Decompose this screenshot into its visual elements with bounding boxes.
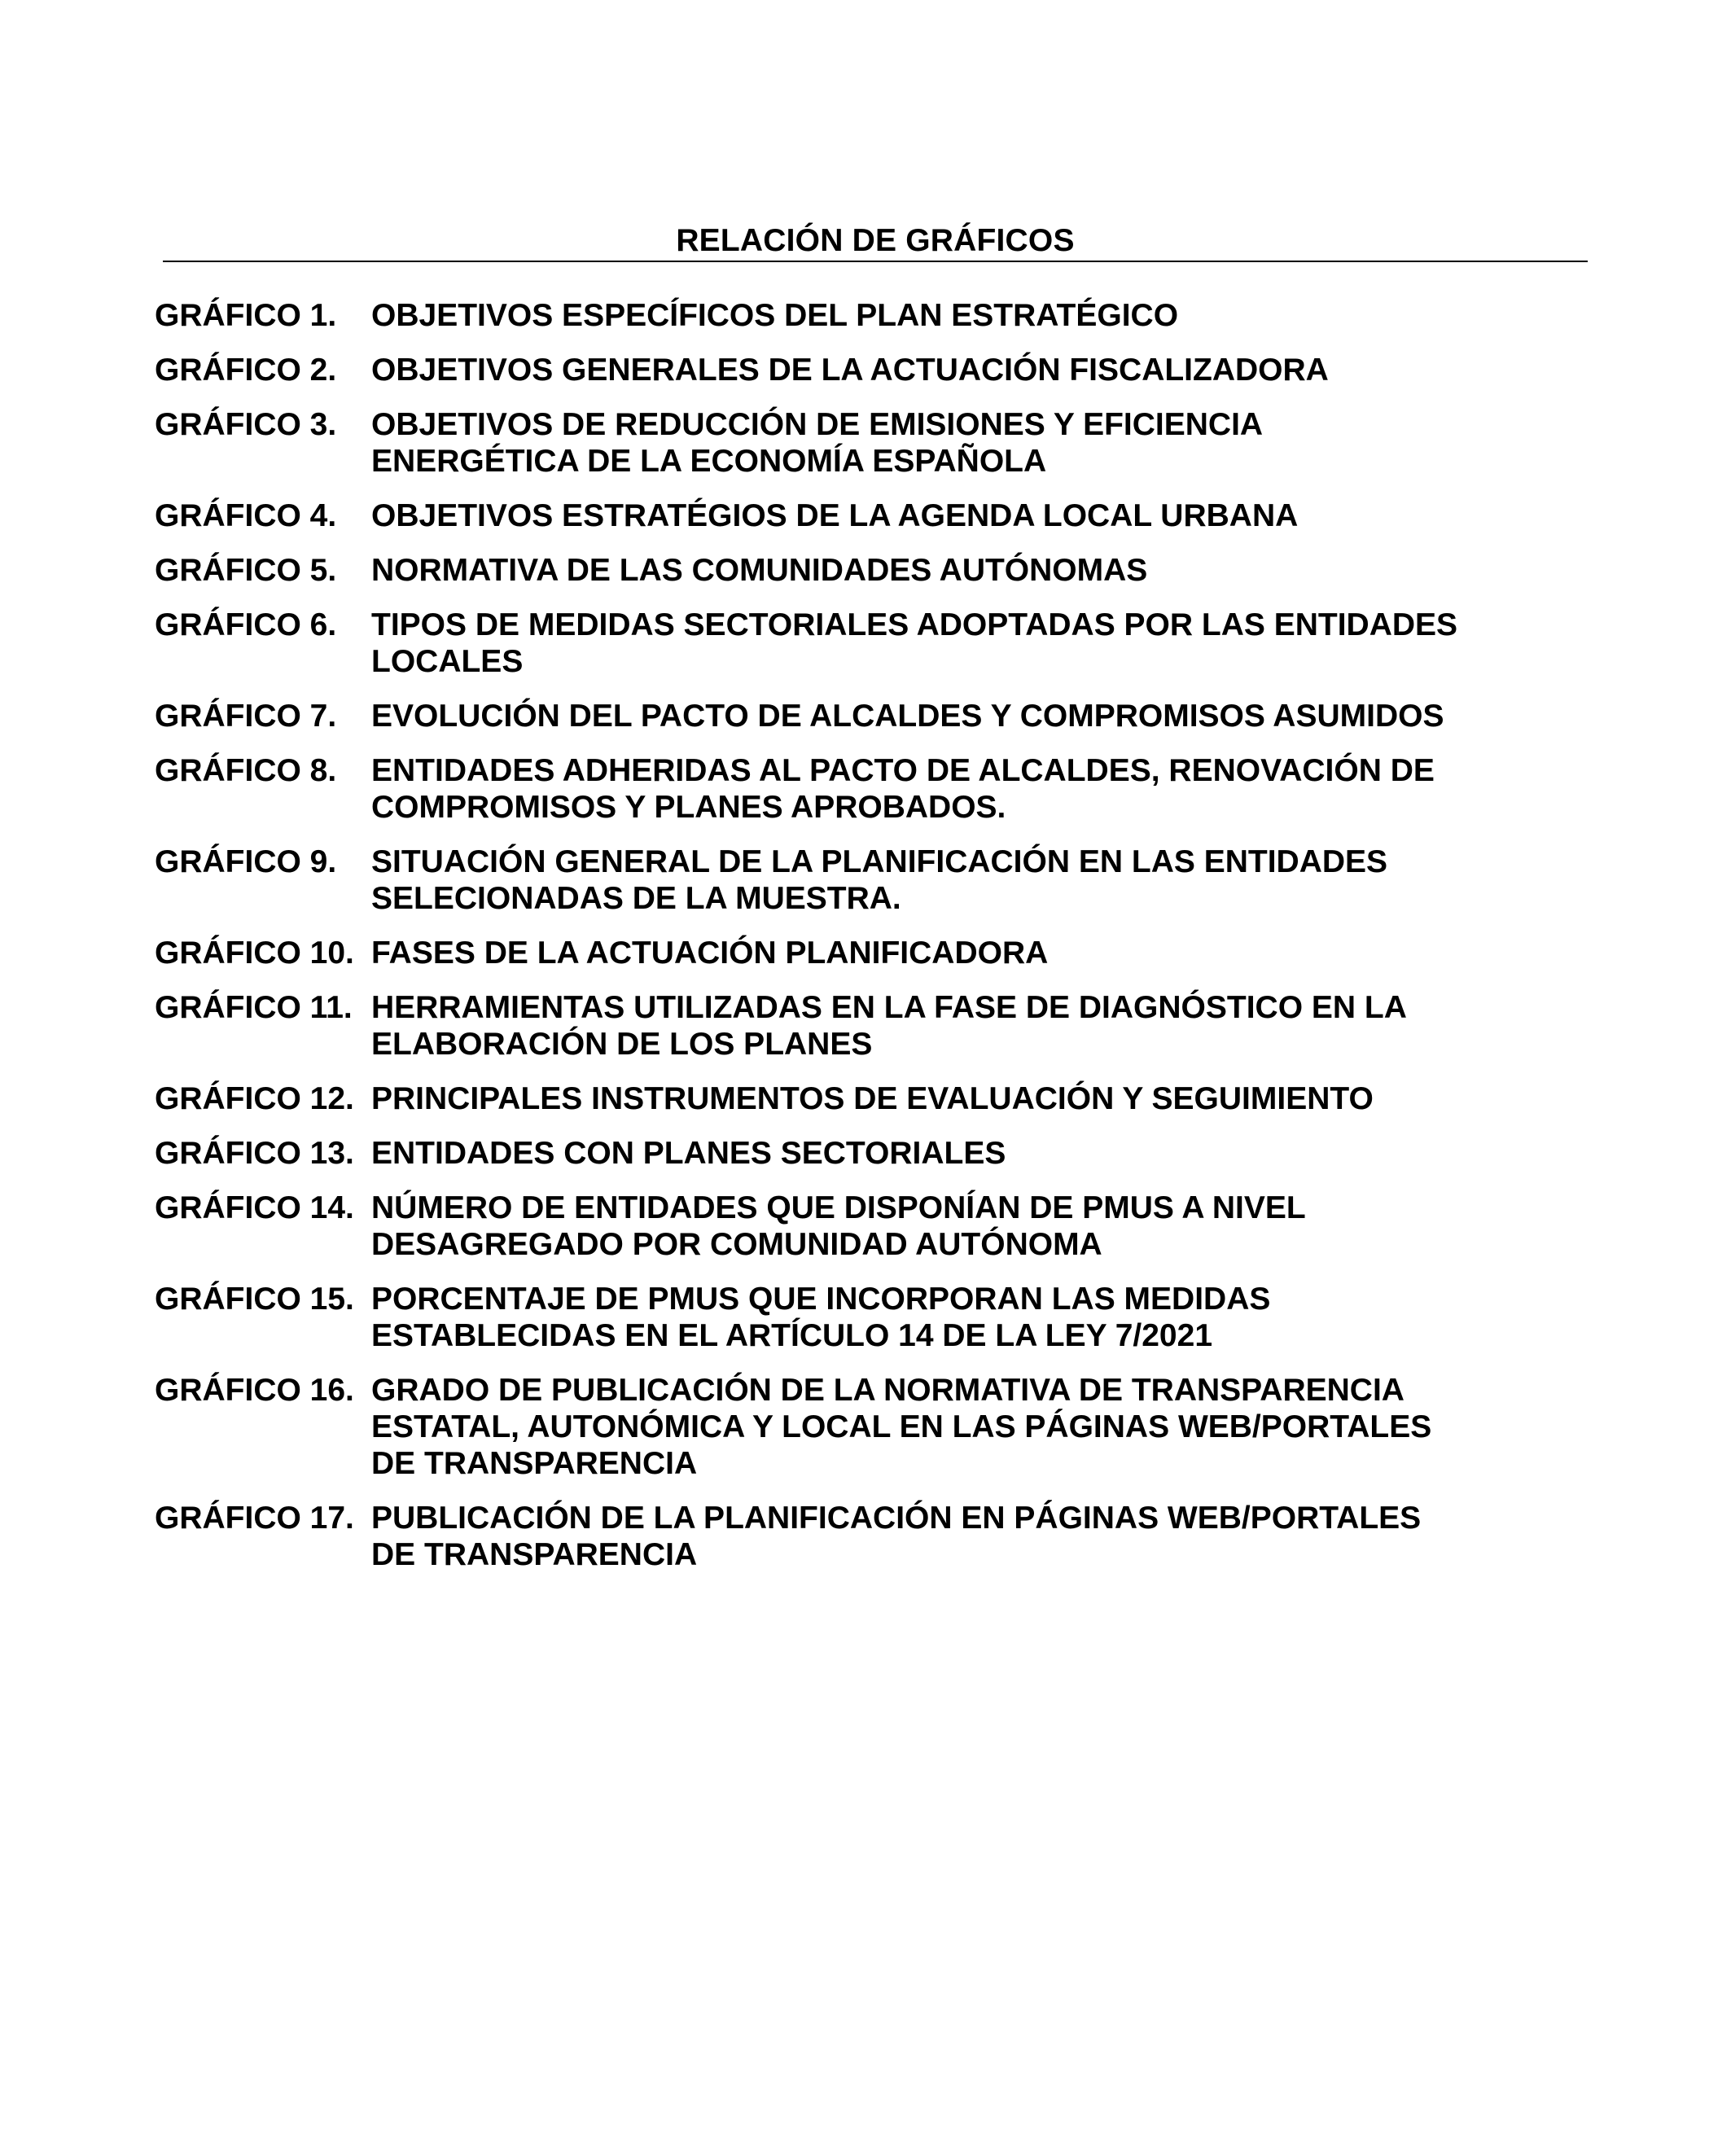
list-item (155, 752, 1474, 826)
figure-number: GRÁFICO 1. (155, 298, 337, 333)
figure-number: GRÁFICO 16. (155, 1373, 354, 1408)
figure-title: OBJETIVOS GENERALES DE LA ACTUACIÓN FISCALIZADORA (371, 353, 1329, 388)
figure-number: GRÁFICO 2. (155, 353, 337, 388)
figure-title: EVOLUCIÓN DEL PACTO DE ALCALDES Y COMPROMISOS ASUMIDOS (371, 699, 1444, 734)
figure-number: GRÁFICO 17. (155, 1501, 354, 1536)
figure-title: ENTIDADES ADHERIDAS AL PACTO DE ALCALDES, RENOVACIÓN DE COMPROMISOS Y PLANES APROBADOS. (371, 753, 1435, 825)
list-item (155, 1372, 1474, 1482)
figure-title: PUBLICACIÓN DE LA PLANIFICACIÓN EN PÁGINAS WEB/PORTALES DE TRANSPARENCIA (371, 1501, 1422, 1572)
figure-number: GRÁFICO 9. (155, 844, 337, 879)
list-item (155, 989, 1474, 1063)
figure-title: HERRAMIENTAS UTILIZADAS EN LA FASE DE DIAGNÓSTICO EN LA ELABORACIÓN DE LOS PLANES (371, 990, 1406, 1062)
list-item (155, 844, 1474, 917)
figure-title: NORMATIVA DE LAS COMUNIDADES AUTÓNOMAS (371, 553, 1148, 588)
figure-number: GRÁFICO 7. (155, 699, 337, 734)
figure-title: TIPOS DE MEDIDAS SECTORIALES ADOPTADAS POR LAS ENTIDADES LOCALES (371, 607, 1458, 679)
figure-number: GRÁFICO 15. (155, 1282, 354, 1317)
figure-number: GRÁFICO 12. (155, 1081, 354, 1116)
figure-list (155, 297, 1474, 1591)
figure-number: GRÁFICO 8. (155, 753, 337, 788)
list-item (155, 1080, 1474, 1117)
list-item (155, 1500, 1474, 1573)
figure-title: OBJETIVOS ESTRATÉGIOS DE LA AGENDA LOCAL URBANA (371, 498, 1299, 533)
figure-number: GRÁFICO 6. (155, 607, 337, 642)
figure-number: GRÁFICO 3. (155, 407, 337, 442)
list-item (155, 1190, 1474, 1263)
list-item (155, 698, 1474, 734)
figure-title: SITUACIÓN GENERAL DE LA PLANIFICACIÓN EN LAS ENTIDADES SELECIONADAS DE LA MUESTRA. (371, 844, 1388, 916)
list-item (155, 552, 1474, 589)
list-item (155, 935, 1474, 971)
figure-title: PORCENTAJE DE PMUS QUE INCORPORAN LAS MEDIDAS ESTABLECIDAS EN EL ARTÍCULO 14 DE LA LEY 7/2021 (371, 1282, 1271, 1353)
list-item (155, 1281, 1474, 1354)
figure-number: GRÁFICO 11. (155, 990, 353, 1025)
page-title: RELACIÓN DE GRÁFICOS (676, 223, 1075, 258)
figure-number: GRÁFICO 5. (155, 553, 337, 588)
figure-number: GRÁFICO 13. (155, 1136, 354, 1171)
figure-title: OBJETIVOS ESPECÍFICOS DEL PLAN ESTRATÉGICO (371, 298, 1179, 333)
figure-title: FASES DE LA ACTUACIÓN PLANIFICADORA (371, 936, 1049, 971)
figure-title: NÚMERO DE ENTIDADES QUE DISPONÍAN DE PMUS A NIVEL DESAGREGADO POR COMUNIDAD AUTÓNOMA (371, 1190, 1306, 1262)
figure-title: ENTIDADES CON PLANES SECTORIALES (371, 1136, 1006, 1171)
list-item (155, 607, 1474, 680)
figure-title: GRADO DE PUBLICACIÓN DE LA NORMATIVA DE TRANSPARENCIA ESTATAL, AUTONÓMICA Y LOCAL EN LAS PÁGINAS WEB/PORTALES DE TRANSPARENCIA (371, 1373, 1432, 1481)
figure-title: PRINCIPALES INSTRUMENTOS DE EVALUACIÓN Y SEGUIMIENTO (371, 1081, 1374, 1116)
list-item (155, 1135, 1474, 1172)
list-item (155, 297, 1474, 334)
list-item (155, 406, 1474, 480)
list-item (155, 352, 1474, 388)
figure-number: GRÁFICO 4. (155, 498, 337, 533)
title-divider (163, 261, 1588, 262)
figure-number: GRÁFICO 10. (155, 936, 354, 971)
figure-title: OBJETIVOS DE REDUCCIÓN DE EMISIONES Y EFICIENCIA ENERGÉTICA DE LA ECONOMÍA ESPAÑOLA (371, 407, 1262, 479)
figure-number: GRÁFICO 14. (155, 1190, 354, 1225)
list-item (155, 497, 1474, 534)
